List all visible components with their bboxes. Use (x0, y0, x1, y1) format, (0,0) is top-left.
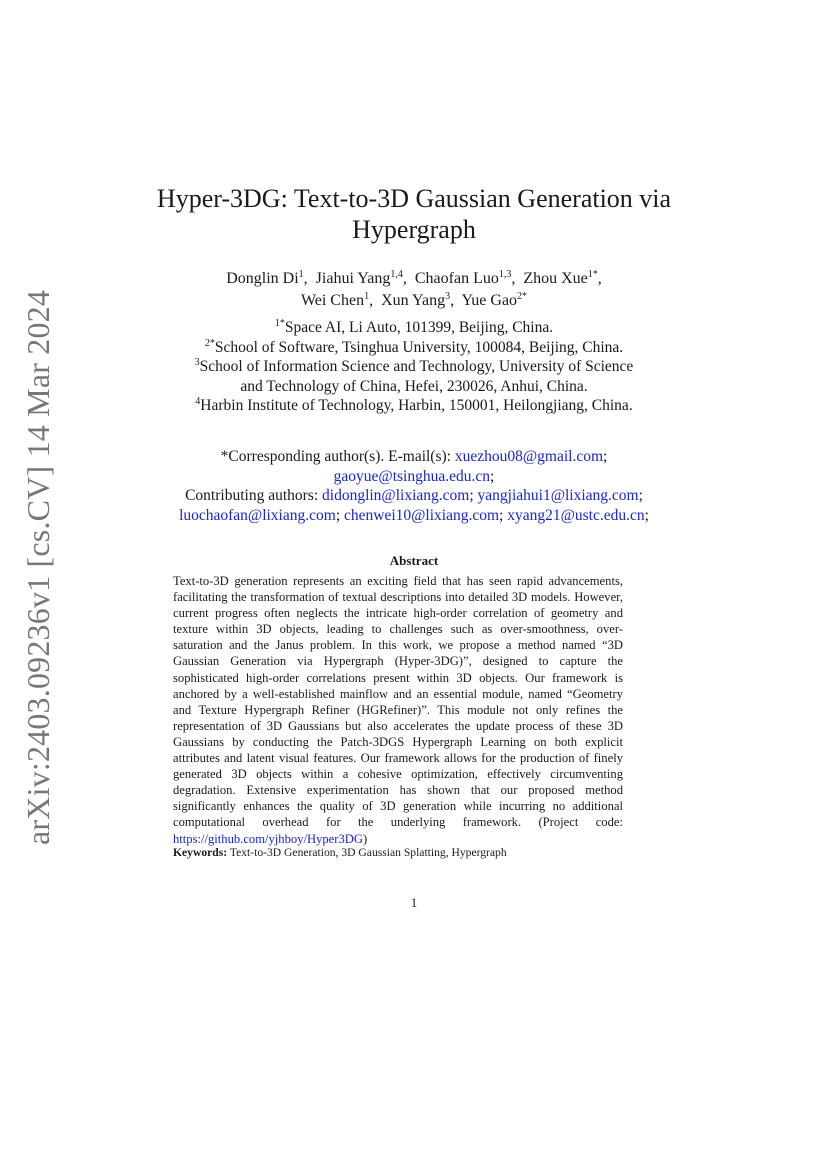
author-sup: 3 (445, 291, 451, 302)
author-sup: 1 (364, 291, 370, 302)
title-line-2: Hypergraph (352, 215, 476, 244)
email-link[interactable]: chenwei10@lixiang.com (344, 506, 500, 524)
author-sup: 1 (298, 269, 304, 280)
author-sup: 2* (517, 291, 528, 302)
corresponding-label: *Corresponding author(s). E-mail(s): (220, 448, 451, 465)
keywords-text: Text-to-3D Generation, 3D Gaussian Splatting, Hypergraph (229, 846, 507, 859)
affiliation-text: Harbin Institute of Technology, Harbin, 150001, Heilongjiang, China. (200, 397, 633, 414)
arxiv-stamp: arXiv:2403.09236v1 [cs.CV] 14 Mar 2024 (20, 289, 56, 845)
author-name: Xun Yang (381, 292, 446, 309)
project-link[interactable]: https://github.com/yjhboy/Hyper3DG (173, 831, 363, 846)
author-sup: 1,3 (498, 269, 512, 280)
author-line-1: Donglin Di$^1$, Jiahui Yang$^{1,4}$, Chaofan Luo$^{1,3}$, Zhou Xue$^{1*}$, (226, 269, 602, 287)
author-name: Jiahui Yang (315, 270, 391, 287)
email-link[interactable]: yangjiahui1@lixiang.com (477, 487, 639, 504)
affiliation-text: School of Software, Tsinghua University, 100084, Beijing, China. (214, 338, 624, 356)
affiliation-line (0, 357, 828, 377)
email-link[interactable]: gaoyue@tsinghua.edu.cn (333, 467, 490, 485)
abstract-heading: Abstract (389, 553, 439, 568)
author-name: Yue Gao (461, 292, 518, 309)
contributing-label: Contributing authors: (185, 487, 319, 504)
affiliation-line (0, 318, 828, 338)
corresponding-line: *Corresponding author(s). E-mail(s): xuezhou08@gmail.com; (220, 448, 608, 465)
affiliation-text: School of Information Science and Technology, University of Science (199, 358, 634, 375)
affiliation-sup: 2* (204, 337, 215, 349)
page-number: 1 (410, 895, 418, 910)
affiliation-line (0, 396, 828, 416)
keywords (173, 846, 633, 859)
abstract-end: ) (362, 831, 368, 846)
author-line-2: Wei Chen$^1$, Xun Yang$^3$, Yue Gao$^{2*}$ (300, 291, 528, 309)
email-link[interactable]: xuezhou08@gmail.com (454, 448, 604, 465)
author-list (0, 268, 828, 312)
keywords-label: Keywords: (173, 846, 228, 859)
affiliation-sup: 4 (195, 396, 201, 407)
contributing-line-2: luochaofan@lixiang.com; chenwei10@lixiang.com; xyang21@ustc.edu.cn; (179, 506, 649, 524)
author-name: Chaofan Luo (414, 270, 499, 287)
paper-title (0, 183, 828, 245)
contributing-line: Contributing authors: didonglin@lixiang.com; yangjiahui1@lixiang.com; (185, 487, 643, 504)
author-sup: 1* (587, 269, 598, 280)
affiliation-line (0, 338, 828, 358)
affiliation-text: and Technology of China, Hefei, 230026, Anhui, China. (240, 377, 588, 395)
affiliations (0, 318, 828, 416)
author-name: Zhou Xue (523, 270, 588, 287)
abstract-text: Text-to-3D generation represents an exciting field that has seen rapid advancements, facilitating the transformation of textual descriptions into detailed 3D models. However, current progress often neglects the intricate high-order correlation of geometry and texture within 3D objects, leading to challenges such as over-smoothness, over-saturation and the Janus problem. In this work, we propose a method named “3D Gaussian Generation via Hypergraph (Hyper-3DG)”, designed to capture the sophisticated high-order correlations present within 3D objects. Our framework is anchored by a well-established mainflow and an essential module, named “Geometry and Texture Hypergraph Refiner (HGRefiner)”. This module not only refines the representation of 3D Gaussians but also accelerates the update process of these 3D Gaussians by conducting the Patch-3DGS Hypergraph Learning on both explicit attributes and latent visual features. Our framework allows for the production of finely generated 3D objects within a cohesive optimization, effectively circumventing degradation. Extensive experimentation has shown that our proposed method significantly enhances the quality of 3D generation while incurring no additional computational overhead for the underlying framework. (Project code: (173, 574, 623, 830)
title-line-1: Hyper-3DG: Text-to-3D Gaussian Generation via (156, 184, 672, 213)
affiliation-line (0, 377, 828, 397)
corresponding-line-2: gaoyue@tsinghua.edu.cn; (333, 467, 495, 485)
email-link[interactable]: didonglin@lixiang.com (322, 487, 470, 504)
affiliation-sup: 3 (194, 357, 200, 368)
email-block (0, 447, 828, 525)
author-name: Wei Chen (300, 292, 365, 309)
abstract-body (173, 573, 623, 847)
email-link[interactable]: luochaofan@lixiang.com (179, 506, 336, 524)
affiliation-text: Space AI, Li Auto, 101399, Beijing, China. (284, 319, 554, 336)
author-sup: 1,4 (390, 269, 403, 280)
email-link[interactable]: xyang21@ustc.edu.cn (507, 506, 645, 524)
author-name: Donglin Di (226, 270, 299, 287)
affiliation-sup: 1* (274, 318, 285, 329)
